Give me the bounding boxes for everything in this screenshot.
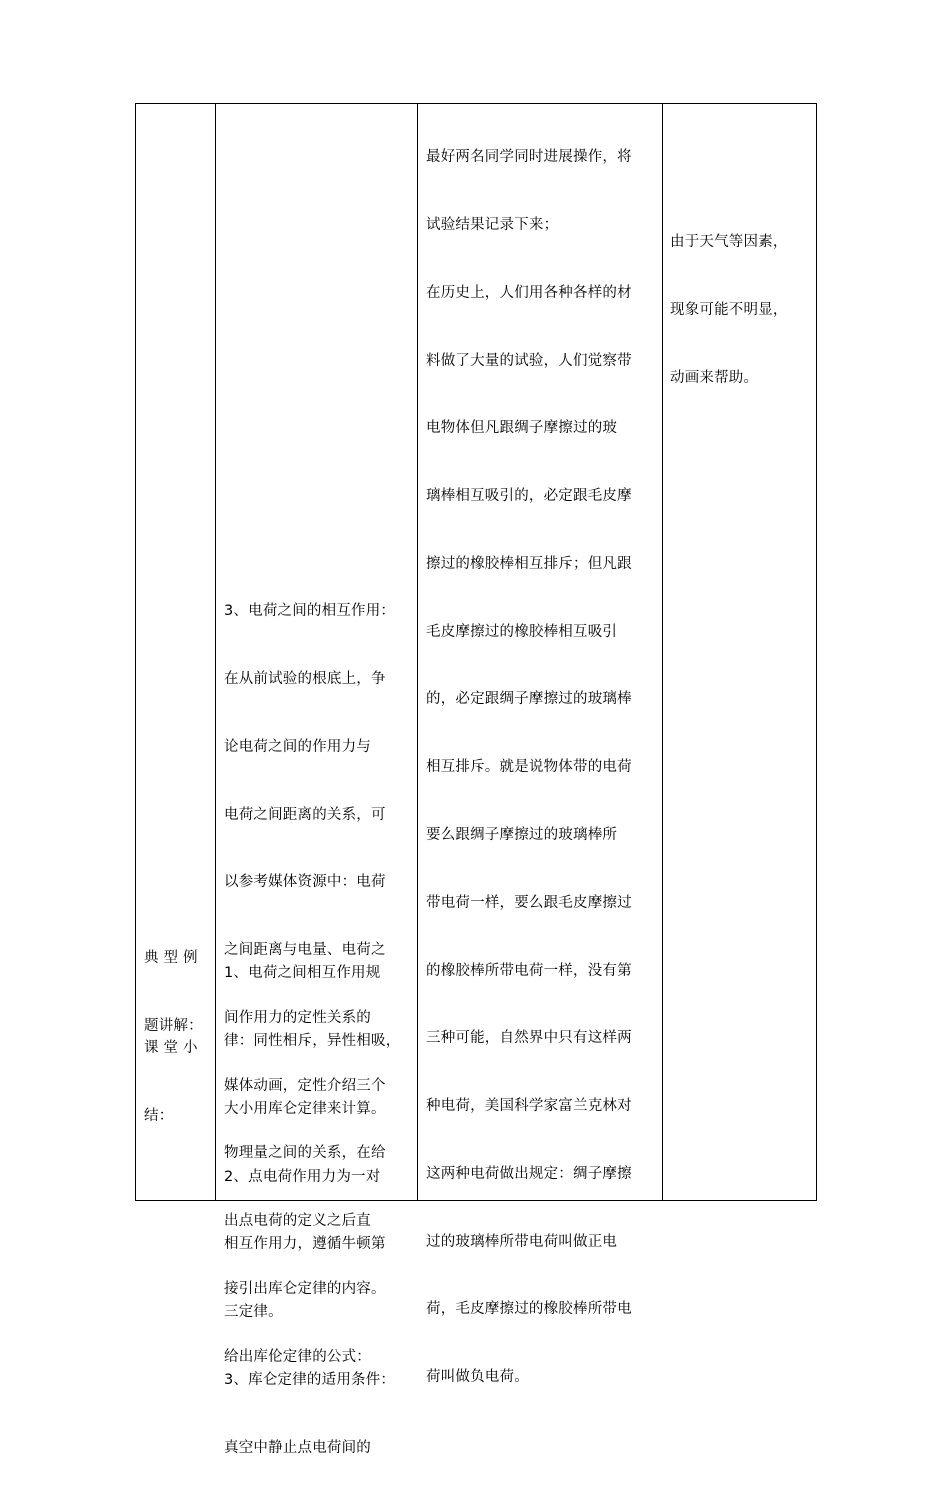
interaction-line: 电荷之间距离的关系，可 — [224, 806, 386, 823]
history-line: 种电荷，美国科学家富兰克林对 — [426, 1098, 632, 1115]
summary-line: 真空中静止点电荷间的 — [224, 1439, 371, 1456]
history-line: 试验结果记录下来； — [426, 216, 559, 233]
summary-label-line: 课 堂 小 — [144, 1040, 198, 1057]
summary-line: 大小用库仑定律来计算。 — [224, 1100, 386, 1117]
summary-label-line: 结： — [144, 1107, 174, 1124]
history-line: 在历史上，人们用各种各样的材 — [426, 284, 632, 301]
summary-line: 律：同性相斥，异性相吸， — [224, 1032, 401, 1049]
lesson-plan-table — [135, 103, 817, 1456]
history-line: 相互排斥。就是说物体带的电荷 — [426, 759, 632, 776]
interaction-line: 媒体动画，定性介绍三个 — [224, 1077, 386, 1094]
history-line: 擦过的橡胶棒相互排斥；但凡跟 — [426, 555, 632, 572]
interaction-line: 出点电荷的定义之后直 — [224, 1213, 371, 1230]
design-note — [670, 186, 810, 435]
history-line: 荷，毛皮摩擦过的橡胶棒所带电 — [426, 1301, 632, 1318]
design-note-line: 动画来帮助。 — [670, 369, 759, 386]
summary-line: 2、点电荷作用力为一对 — [224, 1168, 381, 1185]
interaction-line: 给出库伦定律的公式： — [224, 1348, 371, 1365]
summary-line: 3、库仑定律的适用条件： — [224, 1371, 396, 1388]
history-line: 的，必定跟绸子摩擦过的玻璃棒 — [426, 691, 632, 708]
history-line: 荷叫做负电荷。 — [426, 1369, 529, 1386]
history-line: 电物体但凡跟绸子摩擦过的玻 — [426, 420, 618, 437]
interaction-line: 之间距离与电量、电荷之 — [224, 942, 386, 959]
history-line: 毛皮摩擦过的橡胶棒相互吸引 — [426, 623, 618, 640]
summary-line: 相互作用力，遵循牛顿第 — [224, 1236, 386, 1253]
example-label-line: 题讲解： — [144, 1017, 203, 1034]
history-line: 带电荷一样，要么跟毛皮摩擦过 — [426, 894, 632, 911]
summary-line: 1、电荷之间相互作用规 — [224, 965, 381, 982]
example-label-line: 典 型 例 — [144, 950, 198, 967]
history-line: 璃棒相互吸引的，必定跟毛皮摩 — [426, 488, 632, 505]
interaction-line: 以参考媒体资源中：电荷 — [224, 874, 386, 891]
history-line: 最好两名同学同时进展操作，将 — [426, 149, 632, 166]
interaction-line: 接引出库仑定律的内容。 — [224, 1281, 386, 1297]
column-divider-1 — [215, 104, 216, 1200]
history-line: 料做了大量的试验，人们觉察带 — [426, 352, 632, 369]
interaction-line: 论电荷之间的作用力与 — [224, 738, 371, 755]
history-content — [426, 101, 662, 1434]
interaction-line: 物理量之间的关系，在给 — [224, 1145, 386, 1162]
column-divider-3 — [662, 104, 663, 1200]
summary-line: 三定律。 — [224, 1304, 283, 1321]
design-note-line: 现象可能不明显， — [670, 301, 788, 318]
interaction-line: 在从前试验的根底上，争 — [224, 670, 386, 687]
summary-label — [144, 992, 210, 1173]
interaction-line: 3、电荷之间的相互作用： — [224, 603, 396, 620]
history-line: 三种可能，自然界中只有这样两 — [426, 1030, 632, 1047]
design-note-line: 由于天气等因素， — [670, 234, 788, 251]
history-line: 要么跟绸子摩擦过的玻璃棒所 — [426, 827, 618, 843]
history-line: 的橡胶棒所带电荷一样，没有第 — [426, 962, 632, 979]
interaction-line: 间作用力的定性关系的 — [224, 1009, 371, 1026]
history-line: 这两种电荷做出规定：绸子摩擦 — [426, 1165, 632, 1182]
history-line: 过的玻璃棒所带电荷叫做正电 — [426, 1233, 618, 1250]
summary-content — [224, 917, 419, 1504]
